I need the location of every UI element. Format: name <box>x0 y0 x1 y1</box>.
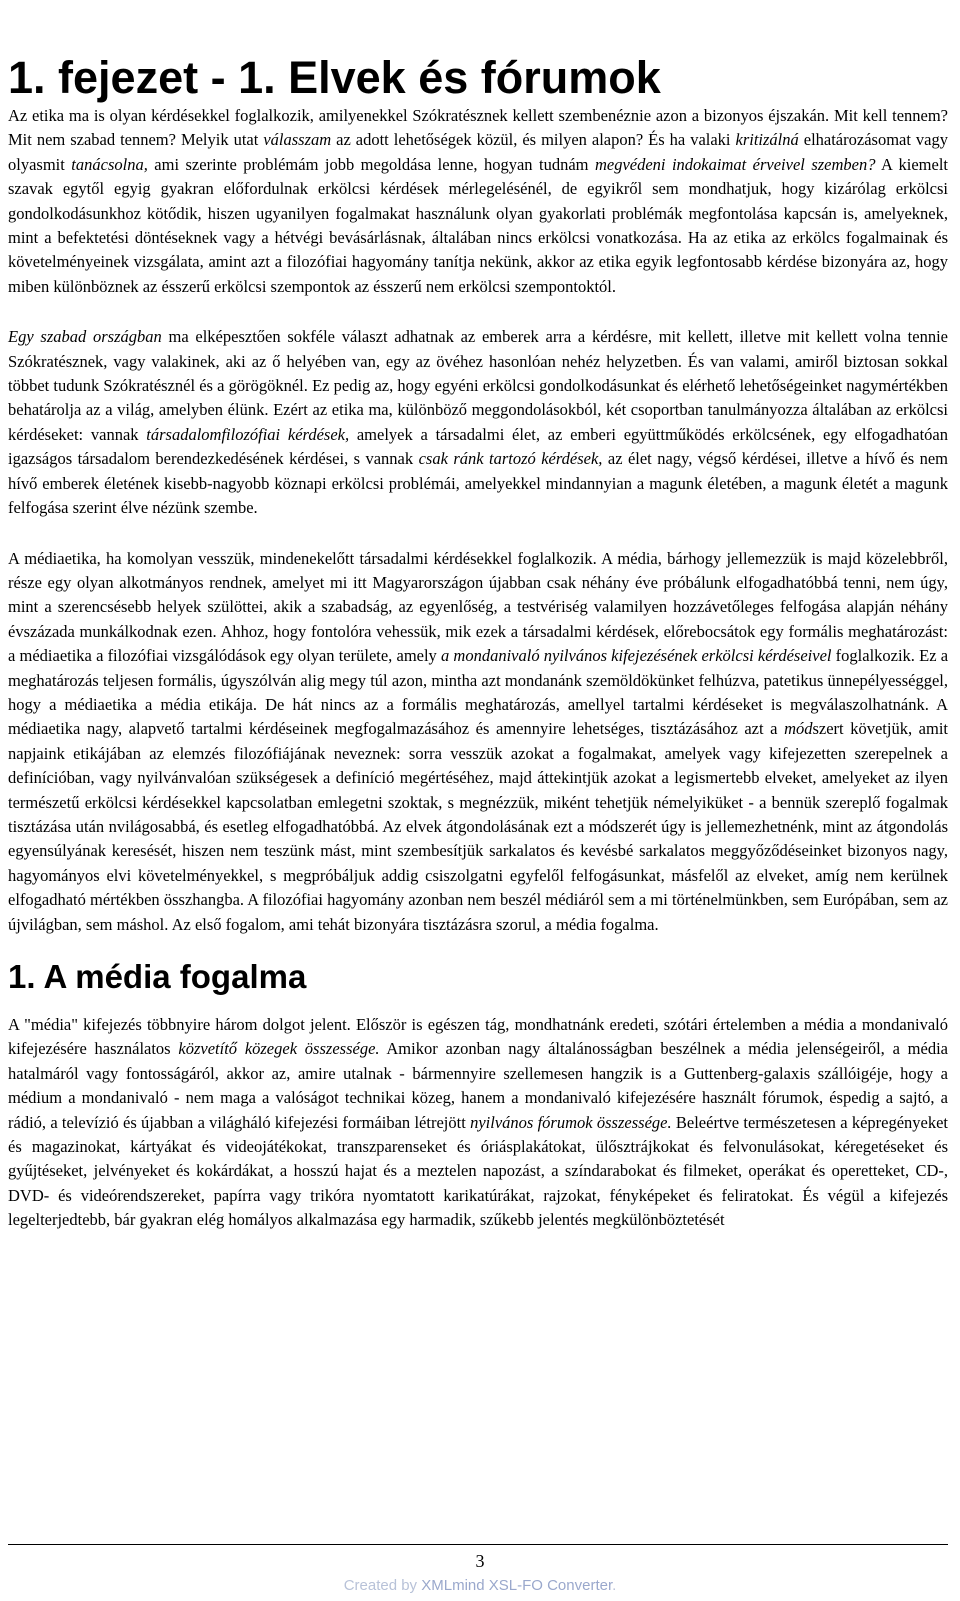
footer-divider <box>8 1544 948 1545</box>
section-title: 1. A média fogalma <box>8 958 307 995</box>
emphasis-kritizalna: kritizálná <box>735 130 799 150</box>
converter-credit: Created by XMLmind XSL-FO Converter. <box>343 1577 617 1594</box>
paragraph-free-country: Egy szabad országban ma elképesztően sokféle választ adhatnak az emberek arra a kérdésre, mit kellett, illetve mit kellett volna tennie Szókratésznek, vagy valakinek, aki az ő helyében van, egy az övéhez hasonlóan nehéz helyzetben. És van valami, amiről biztosan sokkal többet tudunk Szókratésznél és a görögöknél. Ez pedig az, hogy egyéni erkölcsi gondolkodásunkat és elérhető lehetőségeinket nagymértékben behatárolja az a világ, amelyben élünk. Ezért az etika ma, különböző meggondolásokból, két csoportban tanulmányozza általában az erkölcsi kérdéseket: vannak társadalomfilozófiai kérdések, amelyek a társadalmi élet, az emberi együttműködés erkölcsének, egy elfogadhatóan igazságos társadalom berendezkedésének kérdései, s vannak csak ránk tartozó kérdések, az élet nagy, végső kérdései, illetve a hívő és nem hívő emberek életének kisebb-nagyobb köznapi erkölcsi problémái, amelyekkel mindannyian a magunk életében, a magunk életét a magunk felfogása szerint élve nézünk szembe. <box>8 327 949 518</box>
emphasis-valasszam: válasszam <box>263 130 332 150</box>
paragraph-media-ethics: A médiaetika, ha komolyan vesszük, mindenekelőtt társadalmi kérdésekkel foglalkozik. A média, bárhogy jellemezzük is majd közelebbről, része egy olyan alkotmányos rendnek, amelyet mi itt Magyarországon újabban csak néhány éve próbálunk elfogadhatóbbá tenni, nem úgy, mint a szerencsésebb helyek szülöttei, akik a szabadság, az egyenlőség, a testvériség valamilyen hozzávetőleges felfogása alapján néhány évszázada munkálkodnak ezen. Ahhoz, hogy fontolóra vehessük, mik ezek a társadalmi kérdések, előrebocsátok egy formális meghatározást: a médiaetika a filozófiai vizsgálódások egy olyan területe, amely a mondanivaló nyilvános kifejezésének erkölcsi kérdéseivel foglalkozik. Ez a meghatározás teljesen formális, úgyszólván alig megy túl azon, mintha azt mondanánk szemöldökünket felhúzva, patetikus ünnepélyességgel, hogy a médiaetika a média etikája. De hát nincs az a formális meghatározás, amellyel tartalmi kérdéseket is megválaszolhatnánk. A médiaetika nagy, alapvető tartalmi kérdéseinek megfogalmazásához és amennyire lehetséges, tisztázásához azt a módszert követjük, amit napjaink etikájában az elemzés filozófiájának neveznek: sorra vesszük azokat a fogalmakat, amelyek vagy kifejezetten szerepelnek a definícióban, vagy nyilvánvalóan szükségesek a definíció megértéséhez, majd áttekintjük azokat a legismertebb elveket, amelyeket az ilyen természetű erkölcsi kérdésekkel kapcsolatban emlegetni szoktak, s megnézzük, miként tehetjük némelyiküket - a bennük szereplő fogalmak tisztázása után nvilágosabbá, és esetleg elfogadhatóbbá. Az elvek átgondolásának ezt a módszerét úgy is jellemezhetnénk, mint az átgondolás egyensúlyának keresését, hiszen nem teszünk mást, mint szembesítjük sarkalatos és kevésbé sarkalatos meggyőződéseinket bizonyos nagy, hagyományos elvi követelményekkel, s megpróbáljuk addig csiszolgatni egyfelől felfogásunkat, másfelől az elveket, amíg nem kerülnek elfogadható mértékben összhangba. A filozófiai hagyomány azonban nem beszél médiáról sem a mi történelmünkben, sem Európában, sem az újvilágban, sem máshol. Az első fogalom, ami tehát bizonyára tisztázásra szorul, a média fogalma. <box>8 548 949 934</box>
page-number: 3 <box>475 1551 485 1571</box>
converter-credit-link[interactable]: XMLmind XSL-FO Converter <box>421 1577 613 1594</box>
emphasis-kozvetito-kozegek: közvetítő közegek összessége. <box>178 1039 380 1059</box>
emphasis-szabad-orszag: Egy szabad országban <box>8 327 162 347</box>
emphasis-tarsadalomfilozofiai: társadalomfilozófiai kérdések, <box>146 424 350 444</box>
chapter-title: 1. fejezet - 1. Elvek és fórumok <box>8 52 661 103</box>
paragraph-media-concept: A "média" kifejezés többnyire három dolgot jelent. Először is egészen tág, mondhatnánk eredeti, szótári értelemben a média a mondanivaló kifejezésére használatos közvetítő közegek összessége. Amikor azonban nagy általánosságban beszélnek a média jelenségeiről, a média hatalmáról vagy fontosságáról, akkor az, amire utalnak - bármennyire szellemesen hangzik is a Guttenberg-galaxis szállóigéje, hogy a médium a mondanivaló - nem maga a valóságot technikai közeg, hanem a mondanivaló kifejezésére használt fórumok, éspedig a sajtó, a rádió, a televízió és újabban a világháló kifejezési formáiban létrejött nyilvános fórumok összessége. Beleértve természetesen a képregényeket és magazinokat, kártyákat és videojátékokat, transzparenseket és óriásplakátokat, ülősztrájkokat és felvonulásokat, kéregetéseket és gyűjtéseket, jelvényeket és kokárdákat, a hosszú hajat és a meztelen napozást, a színdarabokat és filmeket, operákat és operetteket, CD-, DVD- és videórendszereket, papírra vagy trikóra nyomtatott karikatúrákat, rajzokat, fényképeket és feliratokat. És végül a kifejezés legelterjedtebb, bár gyakran elég homályos alkalmazása egy harmadik, szűkebb jelentés megkülönböztetését <box>8 1015 949 1230</box>
emphasis-tanacsolna: tanácsolna, <box>71 154 148 174</box>
emphasis-mod: mód <box>784 719 813 739</box>
emphasis-definition: a mondanivaló nyilvános kifejezésének erkölcsi kérdéseivel <box>441 646 832 666</box>
emphasis-megvedeni: megvédeni indokaimat érveivel szemben? <box>594 154 876 174</box>
paragraph-ethics-intro: Az etika ma is olyan kérdésekkel foglalkozik, amilyenekkel Szókratésznek kellett szembenéznie azon a bizonyos éjszakán. Mit kell tennem? Mit nem szabad tennem? Melyik utat válasszam az adott lehetőségek közül, és milyen alapon? És ha valaki kritizálná elhatározásomat vagy olyasmit tanácsolna, ami szerinte problémám jobb megoldása lenne, hogyan tudnám megvédeni indokaimat érveivel szemben? A kiemelt szavak egytől egyig gyakran előfordulnak erkölcsi kérdések mérlegelésénél, de egyikről sem mondhatjuk, hogy kizárólag erkölcsi gondolkodásunkhoz kötődik, hiszen ugyanilyen fogalmakat használunk olyan gyakorlati problémák megfontolása kapcsán is, amelyeknek, mint a befektetési döntéseknek vagy a hétvégi bevásárlásnak, általában nincs erkölcsi vonatkozása. Ha az etika az erkölcs fogalmainak és követelményeinek vizsgálata, amint azt a filozófiai hagyomány tanítja nekünk, akkor az etika egyik legfontosabb kérdése bizonyára az, hogy miben különböznek az ésszerű erkölcsi szempontok az ésszerű nem erkölcsi szempontoktól. <box>8 106 948 296</box>
emphasis-nyilvanos-forumok: nyilvános fórumok összessége. <box>470 1112 672 1132</box>
emphasis-csak-rank-tartozo: csak ránk tartozó kérdések, <box>418 449 603 469</box>
